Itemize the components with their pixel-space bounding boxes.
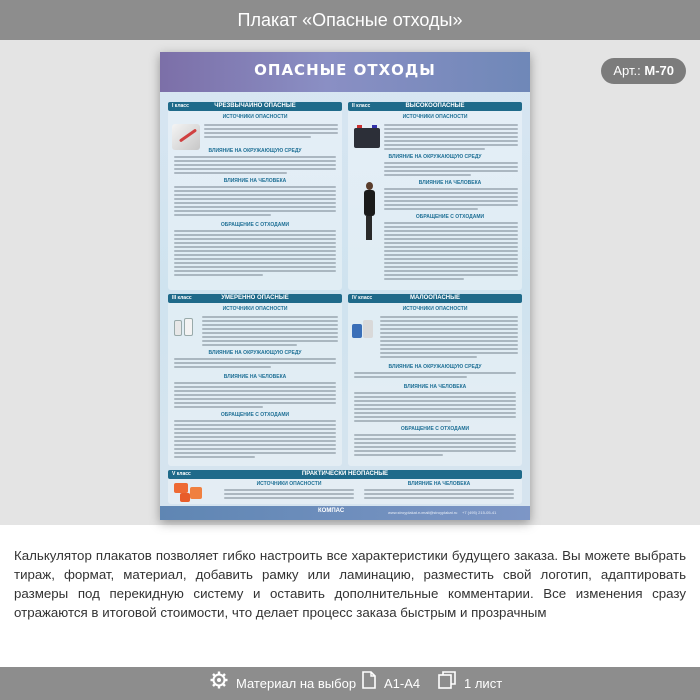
option-label: 1 лист (464, 676, 503, 691)
poster-email: mail@stroyplakat.ru (422, 510, 458, 515)
section-class-1 (168, 102, 342, 290)
section-subheading: ОБРАЩЕНИЕ С ОТХОДАМИ (400, 426, 470, 432)
section-class-4 (348, 294, 522, 466)
poster-site: www.stroyplakat.ru (388, 510, 422, 515)
option-label: А1-А4 (384, 676, 421, 691)
option-format (362, 667, 420, 700)
section-subheading: ВЛИЯНИЕ НА ОКРУЖАЮЩУЮ СРЕДУ (388, 154, 482, 160)
section-class-label: II класс (352, 103, 371, 109)
option-label: Материал на выбор (236, 676, 357, 691)
poster-image[interactable] (160, 52, 530, 520)
document-icon (362, 668, 376, 700)
article-badge (601, 58, 686, 84)
section-class-3 (168, 294, 342, 466)
section-subheading: ВЛИЯНИЕ НА ЧЕЛОВЕКА (223, 178, 287, 184)
gear-icon (210, 668, 228, 700)
section-class-label: V класс (172, 471, 191, 477)
section-subheading: ВЛИЯНИЕ НА ОКРУЖАЮЩУЮ СРЕДУ (208, 148, 302, 154)
product-preview (0, 40, 700, 525)
thermometer-icon (172, 124, 200, 150)
option-material (210, 667, 356, 700)
section-name: ВЫСОКООПАСНЫЕ (405, 103, 465, 109)
section-name: УМЕРЕННО ОПАСНЫЕ (221, 295, 289, 301)
section-name: ПРАКТИЧЕСКИ НЕОПАСНЫЕ (301, 471, 389, 477)
section-subheading: ВЛИЯНИЕ НА ЧЕЛОВЕКА (418, 180, 482, 186)
section-subheading: ИСТОЧНИКИ ОПАСНОСТИ (222, 114, 288, 120)
section-class-label: III класс (172, 295, 192, 301)
poster-title: ОПАСНЫЕ ОТХОДЫ (254, 61, 436, 79)
section-subheading: ИСТОЧНИКИ ОПАСНОСТИ (402, 114, 468, 120)
woman-figure-icon (362, 182, 376, 242)
page-title: Плакат «Опасные отходы» (0, 0, 700, 40)
product-options-bar (0, 667, 700, 700)
option-sheets (438, 667, 502, 700)
section-subheading: ИСТОЧНИКИ ОПАСНОСТИ (256, 481, 322, 487)
section-class-2 (348, 102, 522, 290)
section-subheading: ОБРАЩЕНИЕ С ОТХОДАМИ (220, 222, 290, 228)
poster-phone: +7 (495) 215-05-41 (462, 510, 497, 515)
section-class-5 (168, 470, 522, 504)
section-subheading: ВЛИЯНИЕ НА ОКРУЖАЮЩУЮ СРЕДУ (208, 350, 302, 356)
section-class-label: I класс (172, 103, 189, 109)
section-class-label: IV класс (352, 295, 373, 301)
paint-cans-icon (352, 318, 374, 342)
section-subheading: ВЛИЯНИЕ НА ОКРУЖАЮЩУЮ СРЕДУ (388, 364, 482, 370)
orange-debris-icon (172, 481, 218, 503)
section-name: МАЛООПАСНЫЕ (410, 295, 460, 301)
sheet-icon (438, 668, 456, 700)
article-label: Арт.: (613, 63, 641, 78)
section-subheading: ОБРАЩЕНИЕ С ОТХОДАМИ (415, 214, 485, 220)
article-code: М-70 (644, 63, 674, 78)
section-subheading: ВЛИЯНИЕ НА ЧЕЛОВЕКА (407, 481, 471, 487)
poster-footer (160, 506, 530, 520)
poster-logo: КОМПАС (318, 508, 345, 514)
chemicals-icon (172, 316, 198, 338)
section-subheading: ВЛИЯНИЕ НА ЧЕЛОВЕКА (403, 384, 467, 390)
section-name: ЧРЕЗВЫЧАЙНО ОПАСНЫЕ (214, 103, 296, 109)
battery-icon (354, 128, 380, 148)
section-subheading: ИСТОЧНИКИ ОПАСНОСТИ (402, 306, 468, 312)
section-subheading: ОБРАЩЕНИЕ С ОТХОДАМИ (220, 412, 290, 418)
section-subheading: ВЛИЯНИЕ НА ЧЕЛОВЕКА (223, 374, 287, 380)
section-subheading: ИСТОЧНИКИ ОПАСНОСТИ (222, 306, 288, 312)
product-description: Калькулятор плакатов позволяет гибко настроить все характеристики будущего заказа. Вы можете выбрать тираж, формат, материал, добавить рамку или ламинацию, разместить свой логотип, адаптировать размеры под перекидную систему и оставить дополнительные комментарии. Все изменения сразу отражаются в итоговой стоимости, что делает процесс заказа быстрым и прозрачным (14, 548, 686, 620)
